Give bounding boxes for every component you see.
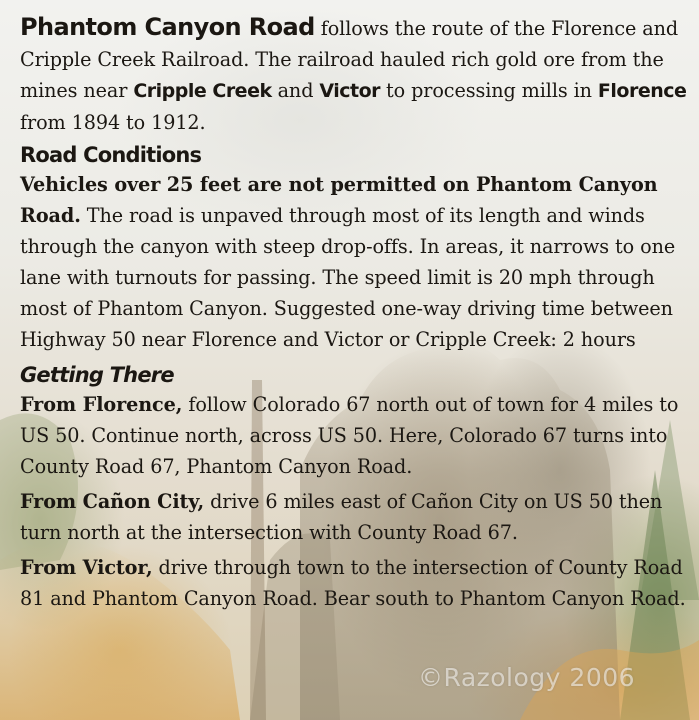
place-cripple-creek: Cripple Creek [133,80,272,102]
direction-text-florence: follow Colorado 67 north out of town for 4 miles to US 50. Continue north, across US 50. Here, Colorado 67 turns into County Road 67, Phantom Canyon Road. [20,393,679,478]
direction-origin-victor: From Victor, [20,556,153,579]
road-conditions-paragraph [20,169,688,355]
direction-text-victor: drive through town to the intersection of County Road 81 and Phantom Canyon Road. Bear south to Phantom Canyon Road. [20,556,686,610]
heading-road-conditions: Road Conditions [20,143,202,167]
directions-from-canon-city [20,486,688,548]
title-phantom-canyon-road: Phantom Canyon Road [20,13,315,41]
direction-text-canon-city: drive 6 miles east of Cañon City on US 50 then turn north at the intersection with County Road 67. [20,490,663,544]
place-florence: Florence [597,80,687,102]
intro-text-4: from 1894 to 1912. [20,111,206,134]
direction-origin-canon-city: From Cañon City, [20,490,205,513]
directions-from-florence [20,389,688,482]
intro-text-1: follows the route of the Florence and Cripple Creek Railroad. The railroad hauled rich gold ore from the mines near [20,17,679,102]
copyright-watermark: ©Razology 2006 [418,663,636,692]
road-conditions-text: The road is unpaved through most of its length and winds through the canyon with steep drop-offs. In areas, it narrows to one lane with turnouts for passing. The speed limit is 20 mph through most of Phantom Canyon. Suggested one-way driving time between Highway 50 near Florence and Victor or Cripple Creek: 2 hours [20,204,676,351]
direction-origin-florence: From Florence, [20,393,183,416]
content-column [20,12,688,618]
intro-text-3: to processing mills in [380,79,598,102]
vehicle-restriction-notice: Vehicles over 25 feet are not permitted on Phantom Canyon Road. [20,173,658,227]
place-victor: Victor [319,80,381,102]
heading-getting-there: Getting There [20,363,174,387]
intro-paragraph [20,12,688,138]
intro-text-2: and [271,79,320,102]
directions-from-victor [20,552,688,614]
